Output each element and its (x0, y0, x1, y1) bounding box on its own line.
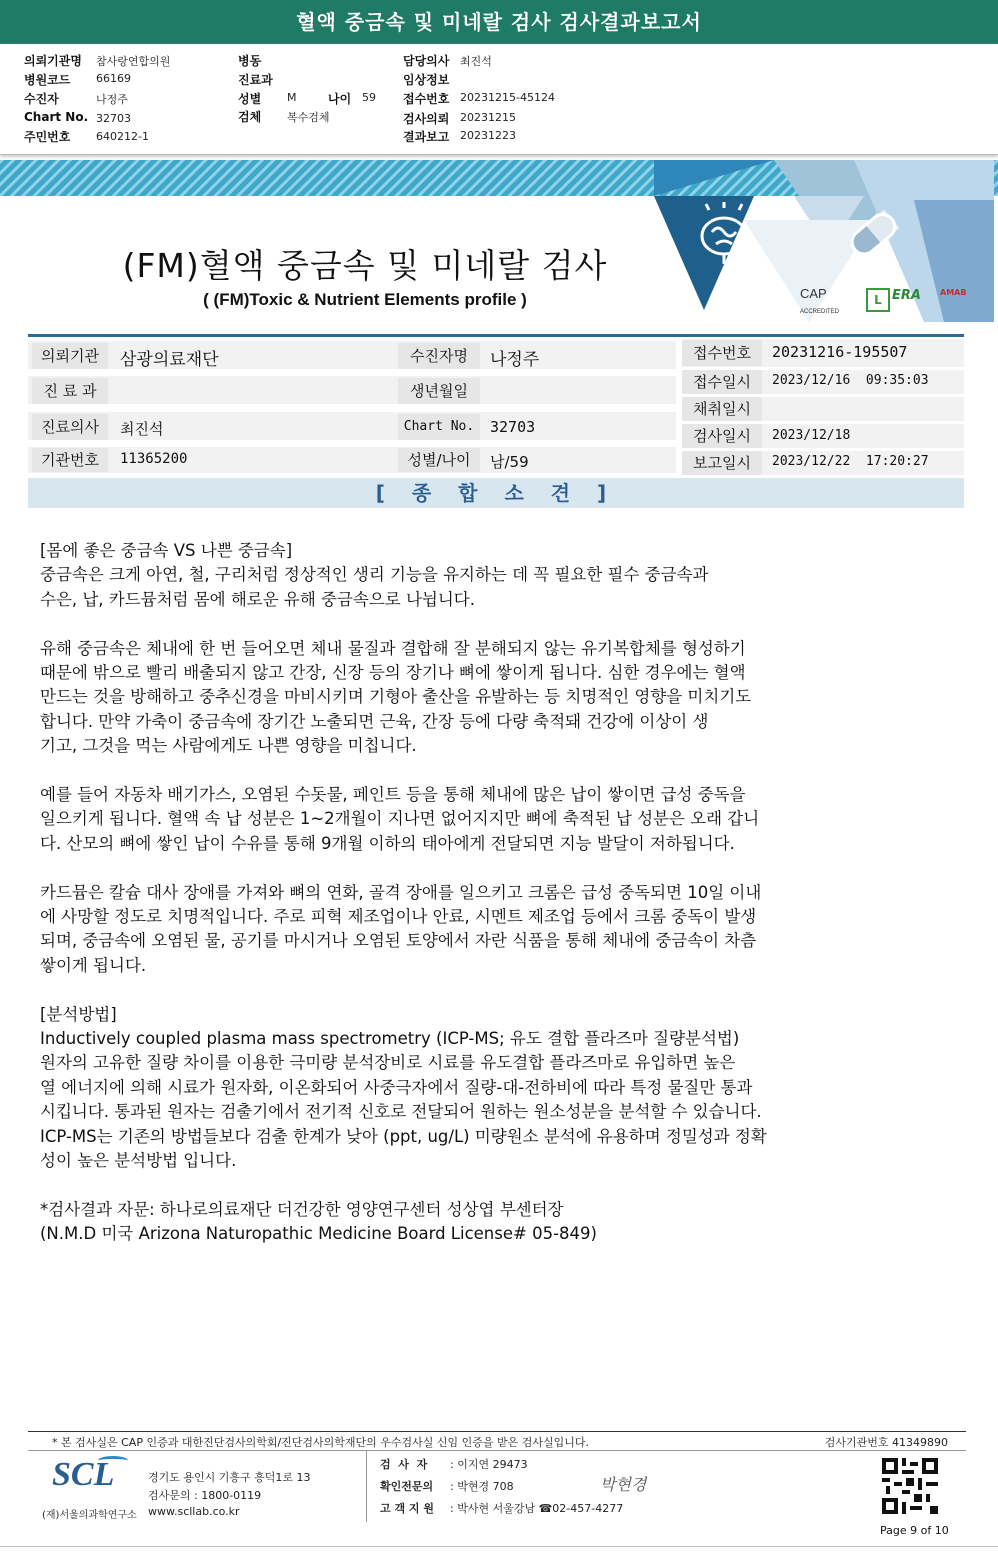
amab-logo: AMAB (940, 288, 967, 297)
paragraph: [분석방법] Inductively coupled plasma mass spectrometry (ICP-MS; 유도 결합 플라즈마 질량분석법) 원자의 고유한 질량 차이를 이용한 극미량 분석장비로 시료를 유도결합 플라즈마로 유입하면 높은 열 에너지에 의해 시료가 원자화, 이온화되어 사중극자에서 질량-대-전하비에 따라 특정 물질만 통과 시킵니다. 통과된 원자는 검출기에서 전기적 신호로 전달되어 원하는 원소성분을 분석할 수 있습니다. ICP-MS는 기존의 방법들보다 검출 한계가 낮아 (ppt, ug/L) 미량원소 분석에 유용하며 정밀성과 정확 성이 높은 분석방법 입니다. (40, 1004, 767, 1171)
signature: 박현경 (600, 1475, 647, 1494)
value-receipt-time: 2023/12/16 09:35:03 (772, 373, 929, 388)
label-sex-age: 성별/나이 (398, 448, 480, 472)
summary-body (40, 539, 890, 1271)
paragraph: 카드뮴은 칼슘 대사 장애를 가져와 뼈의 연화, 골격 장애를 일으키고 크롬은 급성 중독되면 10일 이내 에 사망할 정도로 치명적입니다. 주로 피혁 제조업이나 안료, 시멘트 제조업 등에서 크롬 중독이 발생 되며, 중금속에 오염된 물, 공기를 마시거나 오염된 토양에서 자란 식품을 통해 체내에 중금속이 차츰 쌓이게 됩니다. (40, 882, 762, 975)
org-name: (재)서울의과학연구소 (42, 1510, 137, 1521)
header-value: 20231223 (460, 129, 516, 142)
header-value: M (287, 91, 297, 104)
value-doctor: 최진석 (120, 420, 164, 438)
doctor-label: 확인전문의 (380, 1480, 434, 1493)
report-header-info (0, 44, 998, 155)
value-sex-age: 남/59 (490, 453, 529, 471)
paragraph: 유해 중금속은 체내에 한 번 들어오면 체내 물질과 결합해 잘 분해되지 않는 유기복합체를 형성하기 때문에 밖으로 빨리 배출되지 않고 간장, 신장 등의 장기나 뼈에 쌓이게 됩니다. 심한 경우에는 혈액 만드는 것을 방해하고 중추신경을 마비시키며 기형아 출산을 유발하는 등 치명적인 영향을 미치기도 합니다. 만약 가축이 중금속에 장기간 노출되면 근육, 간장 등에 다량 축적돼 건강에 이상이 생 기고, 그것을 먹는 사람에게도 나쁜 영향을 미칩니다. (40, 638, 752, 756)
qr-code-icon (882, 1458, 938, 1514)
scl-logo: SCL (52, 1456, 115, 1493)
tester-value: : 이지연 29473 (450, 1458, 528, 1471)
paragraph: *검사결과 자문: 하나로의료재단 더건강한 영양연구센터 성상엽 부센터장 (N.M.D 미국 Arizona Naturopathic Medicine Board License# 05-849) (40, 1199, 597, 1244)
label-chart-no: Chart No. (398, 414, 480, 440)
header-label: 성별 (238, 92, 262, 106)
label-receipt-time: 접수일시 (682, 370, 762, 394)
label-collection-time: 채취일시 (682, 397, 762, 421)
label-report-time: 보고일시 (682, 451, 762, 475)
value-chart-no: 32703 (490, 418, 536, 436)
era-logo: ERA (892, 288, 921, 303)
header-label: 검체 (238, 110, 262, 124)
support-value: : 박사현 서울강남 ☎02-457-4277 (450, 1502, 624, 1515)
header-value: 640212-1 (96, 130, 149, 143)
header-value: 복수검체 (287, 111, 330, 124)
header-label: 병동 (238, 54, 262, 68)
bottom-divider (0, 1546, 998, 1547)
label-org-number: 기관번호 (32, 448, 108, 472)
label-patient-name: 수진자명 (398, 343, 480, 369)
org-website: www.scllab.co.kr (148, 1505, 240, 1518)
header-label: 접수번호 (403, 92, 450, 106)
page-number: Page 9 of 10 (880, 1524, 949, 1537)
label-doctor: 진료의사 (32, 414, 108, 440)
header-value: 최진석 (460, 55, 492, 68)
org-address: 경기도 용인시 기흥구 흥덕1로 13 (148, 1471, 311, 1484)
header-value: 참사랑연합의원 (96, 55, 171, 68)
footer-notice-row (28, 1431, 966, 1451)
header-value: 나정주 (96, 93, 128, 106)
header-value: 59 (362, 91, 376, 104)
header-value: 20231215 (460, 111, 516, 124)
header-label: 의뢰기관명 (24, 54, 82, 68)
cap-logo: CAP ACCREDITED (800, 286, 840, 315)
support-label: 고 객 지 원 (380, 1502, 434, 1515)
header-label: 수진자 (24, 92, 59, 106)
value-referring-org: 삼광의료재단 (120, 350, 219, 370)
label-receipt-no: 접수번호 (682, 340, 762, 366)
label-referring-org: 의뢰기관 (32, 343, 108, 369)
summary-section-title: [ 종 합 소 견 ] (28, 478, 964, 508)
label-department: 진 료 과 (32, 378, 108, 404)
value-org-number: 11365200 (120, 451, 188, 467)
header-label: 결과보고 (403, 130, 450, 144)
report-title: (FM)혈액 중금속 및 미네랄 검사 (122, 246, 608, 285)
header-label: 검사의뢰 (403, 112, 450, 126)
value-patient-name: 나정주 (490, 350, 540, 370)
patient-info-table (28, 334, 964, 479)
value-test-date: 2023/12/18 (772, 428, 851, 443)
lm-logo-icon: L (866, 288, 890, 312)
header-label: 나이 (328, 92, 352, 106)
accreditation-notice: * 본 검사실은 CAP 인증과 대한진단검사의학회/진단검사의학재단의 우수검사실 신임 인증을 받은 검사실입니다. (52, 1436, 590, 1449)
header-label: 병원코드 (24, 73, 71, 87)
header-value: 66169 (96, 72, 131, 85)
doctor-value: : 박현경 708 (450, 1480, 514, 1493)
report-banner-title: 혈액 중금속 및 미네랄 검사 검사결과보고서 (0, 0, 998, 44)
logo-swoosh-icon (98, 1456, 128, 1465)
institution-number: 검사기관번호 41349890 (824, 1436, 948, 1449)
header-label: 진료과 (238, 73, 273, 87)
paragraph: 예를 들어 자동차 배기가스, 오염된 수돗물, 페인트 등을 통해 체내에 많은 납이 쌓이면 급성 중독을 일으키게 됩니다. 혈액 속 납 성분은 1~2개월이 지나면 없어지지만 뼈에 축적된 납 성분은 오래 갑니 다. 산모의 뼈에 쌓인 납이 수유를 통해 9개월 이하의 태아에게 전달되면 지능 발달이 저하됩니다. (40, 785, 760, 853)
value-receipt-no: 20231216-195507 (772, 343, 908, 361)
header-label: Chart No. (24, 110, 89, 124)
header-value: 20231215-45124 (460, 91, 555, 104)
label-birthdate: 생년월일 (398, 378, 480, 404)
header-label: 임상정보 (403, 73, 450, 87)
label-test-date: 검사일시 (682, 424, 762, 448)
header-label: 담당의사 (403, 54, 450, 68)
value-report-time: 2023/12/22 17:20:27 (772, 454, 929, 469)
org-phone: 검사문의 : 1800-0119 (148, 1489, 262, 1502)
header-label: 주민번호 (24, 130, 71, 144)
tester-label: 검 사 자 (380, 1458, 428, 1471)
report-subtitle: ( (FM)Toxic & Nutrient Elements profile ) (203, 290, 527, 309)
footer-info (28, 1450, 966, 1522)
paragraph: [몸에 좋은 중금속 VS 나쁜 중금속] 중금속은 크게 아연, 철, 구리처럼 정상적인 생리 기능을 유지하는 데 꼭 필요한 필수 중금속과 수은, 납, 카드뮴처럼 몸에 해로운 유해 중금속으로 나뉩니다. (40, 541, 709, 609)
header-value: 32703 (96, 112, 131, 125)
